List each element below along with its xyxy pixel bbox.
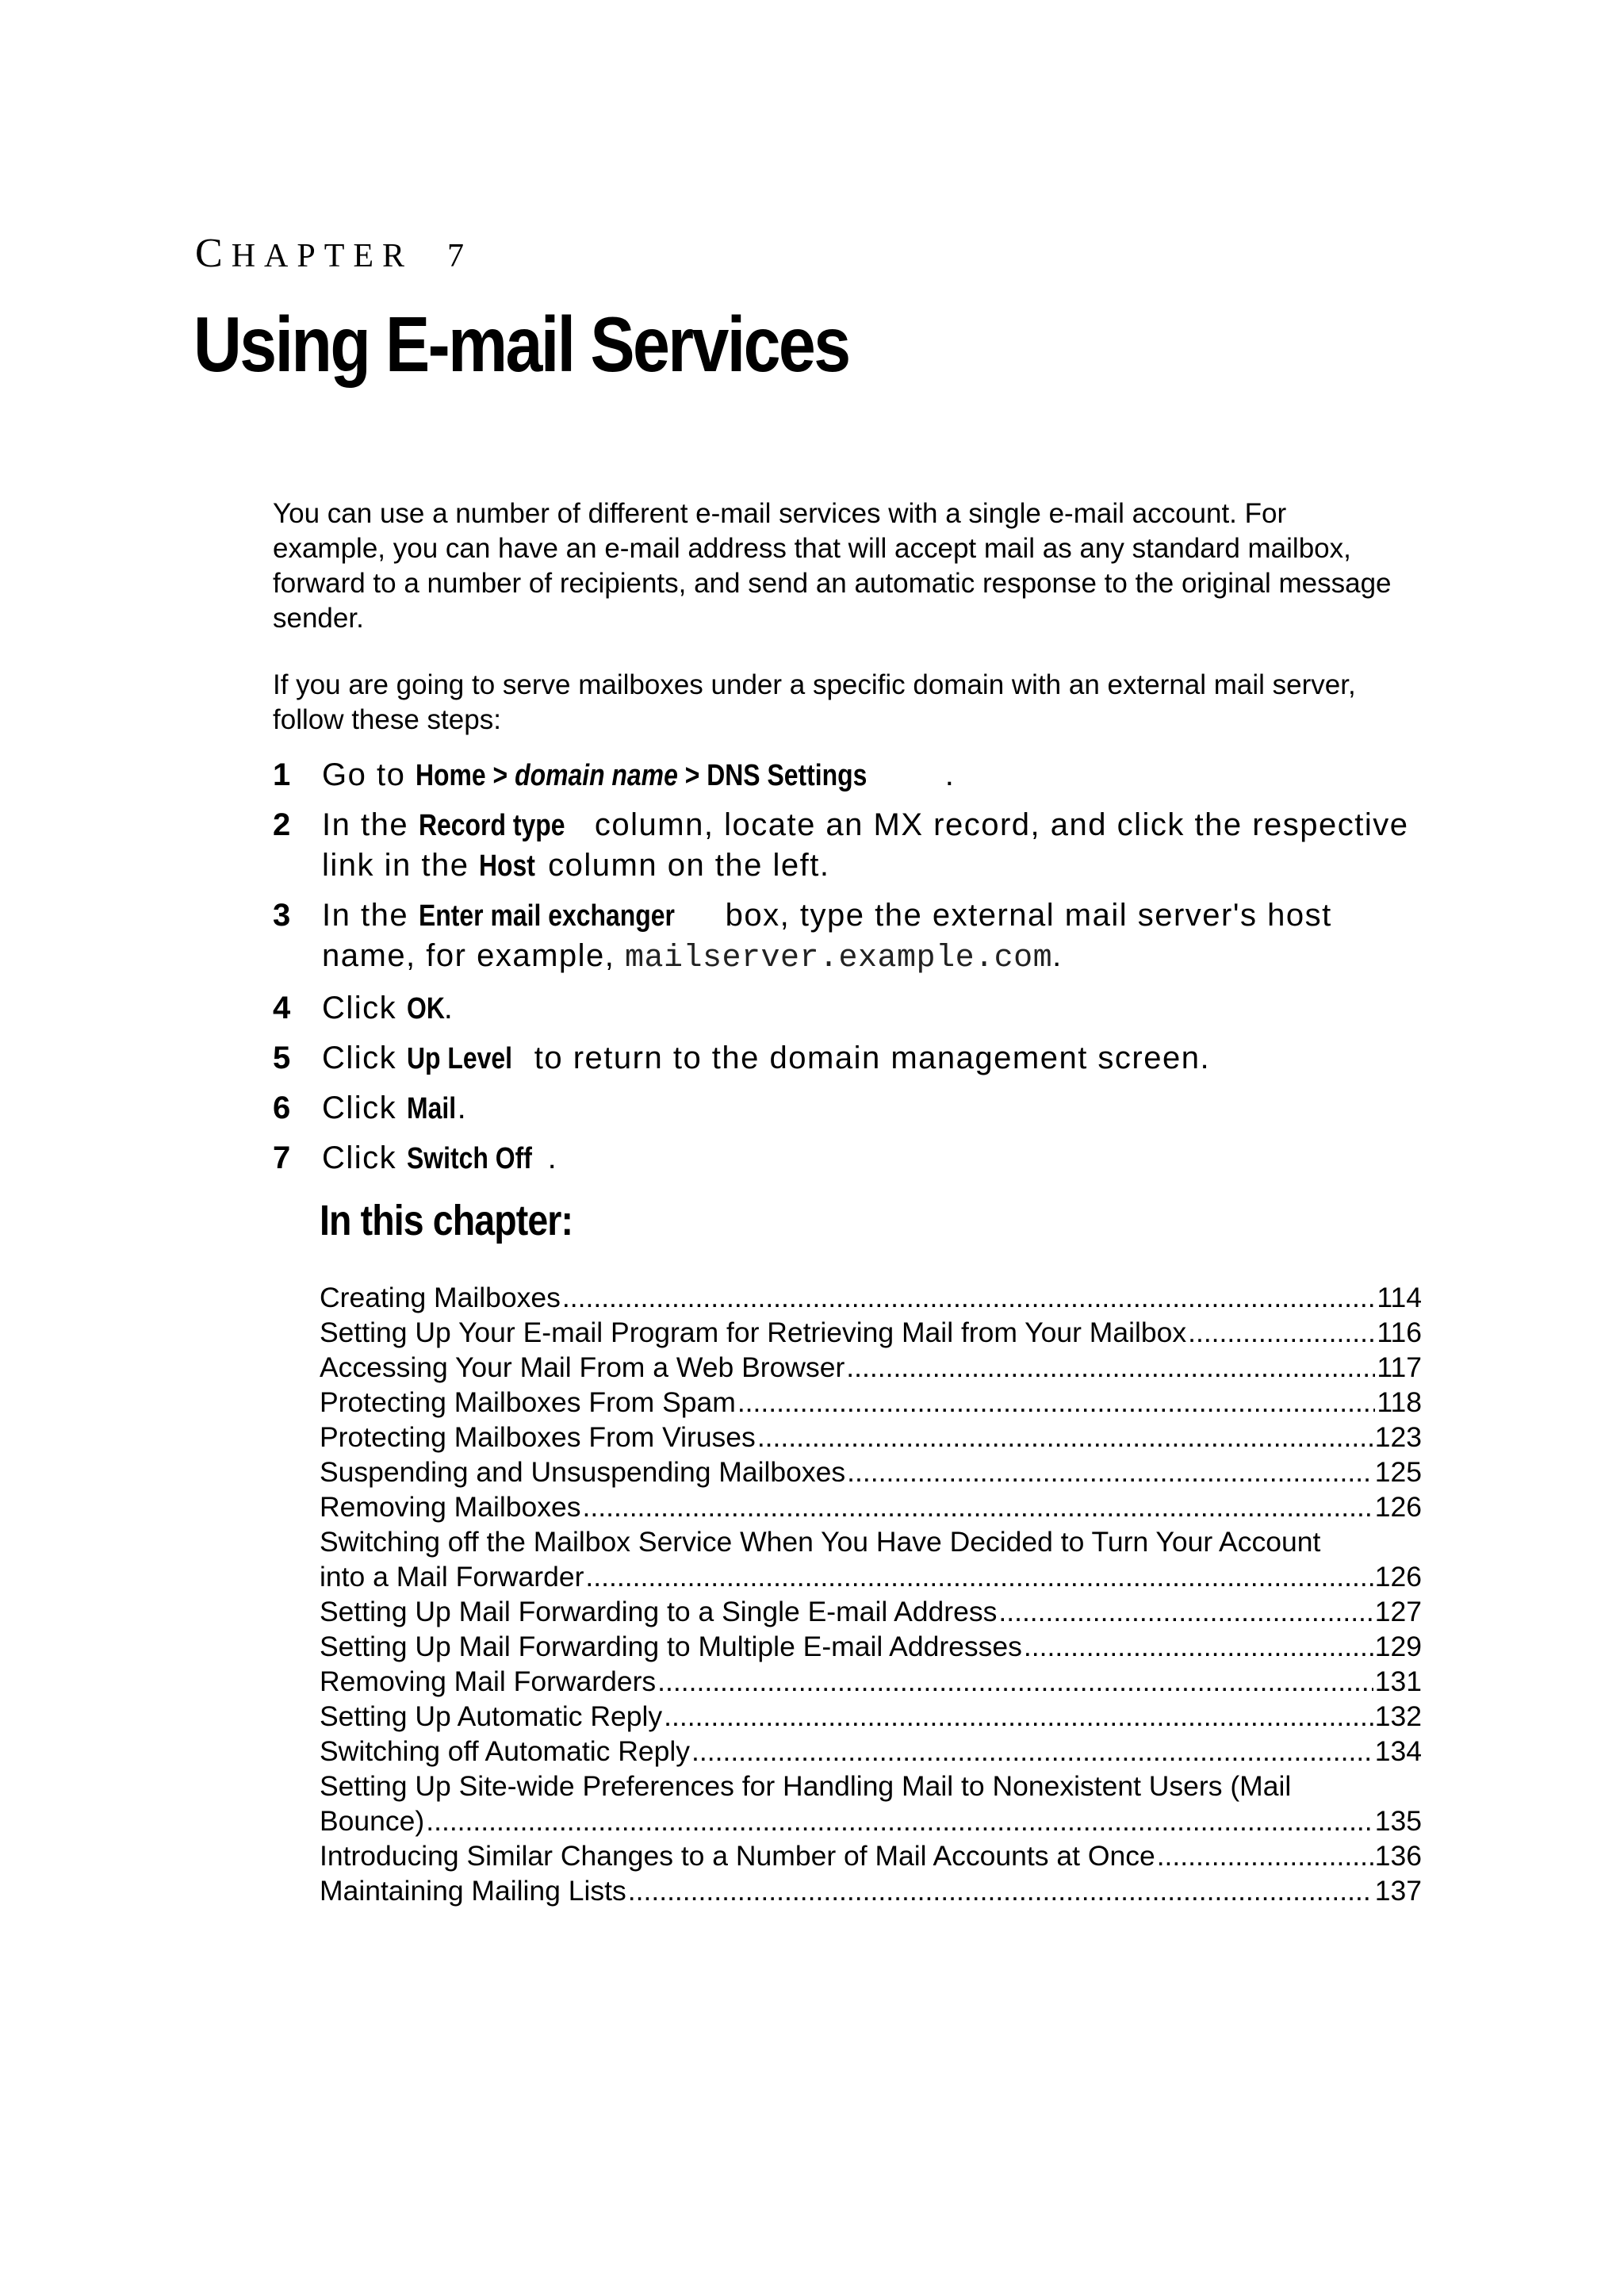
step-number: 5 xyxy=(273,1041,291,1075)
ui-label: Switch Off xyxy=(406,1142,532,1175)
toc-page-number: 135 xyxy=(1374,1805,1422,1837)
step-item xyxy=(273,805,1415,886)
toc-dot-leader xyxy=(628,1873,1373,1908)
toc-entry-title: Setting Up Mail Forwarding to Multiple E-mail Addresses xyxy=(320,1631,1022,1662)
example-hostname: mailserver.example.com xyxy=(625,941,1053,976)
toc-page-number: 126 xyxy=(1374,1561,1422,1593)
toc-dot-leader xyxy=(664,1699,1373,1734)
step-text: column on the left. xyxy=(538,848,830,883)
toc-entry[interactable] xyxy=(320,1420,1422,1455)
step-number: 3 xyxy=(273,898,291,933)
toc-entry-title: Protecting Mailboxes From Viruses xyxy=(320,1421,756,1453)
intro-paragraph: If you are going to serve mailboxes under a specific domain with an external mail server, follow these steps: xyxy=(273,669,1356,735)
step-item xyxy=(273,1088,1415,1129)
ui-label: Mail xyxy=(406,1092,456,1125)
toc-entry-row xyxy=(320,1420,1422,1455)
toc-entry[interactable] xyxy=(320,1734,1422,1769)
chapter-label xyxy=(195,230,473,277)
chapter-number: 7 xyxy=(447,238,473,274)
intro-paragraph: You can use a number of different e-mail services with a single e-mail account. For example, you can have an e-mail address that will accept mail as any standard mailbox, forward to a number of recipients, and send an automatic response to the original message sender. xyxy=(273,498,1392,634)
toc-dot-leader xyxy=(426,1803,1373,1838)
toc-entry[interactable] xyxy=(320,1769,1422,1838)
step-number: 4 xyxy=(273,991,291,1025)
ui-label: Enter mail exchanger xyxy=(418,899,675,933)
toc-entry[interactable] xyxy=(320,1524,1422,1594)
step-text: . xyxy=(944,757,956,792)
toc-page-number: 129 xyxy=(1374,1631,1422,1662)
toc-page-number: 118 xyxy=(1377,1386,1422,1418)
toc-page-number: 137 xyxy=(1374,1875,1422,1907)
toc-entry[interactable] xyxy=(320,1873,1422,1908)
ui-label: Up Level xyxy=(406,1042,512,1075)
toc-heading: In this chapter: xyxy=(320,1197,573,1244)
toc-page-number: 132 xyxy=(1374,1700,1422,1732)
toc-dot-leader xyxy=(585,1559,1373,1594)
step-item xyxy=(273,988,1415,1029)
toc-page-number: 123 xyxy=(1374,1421,1422,1453)
toc-page-number: 125 xyxy=(1374,1456,1422,1488)
step-text: . xyxy=(457,1091,468,1125)
toc-page-number: 114 xyxy=(1377,1282,1422,1313)
toc-dot-leader xyxy=(1157,1838,1373,1873)
toc-entry[interactable] xyxy=(320,1455,1422,1489)
step-text: In the xyxy=(322,807,419,842)
toc-dot-leader xyxy=(583,1489,1373,1524)
chapter-title: Using E-mail Services xyxy=(193,301,849,388)
toc-entry[interactable] xyxy=(320,1594,1422,1629)
toc-entry-row xyxy=(320,1385,1422,1420)
step-text: Click xyxy=(322,1140,407,1175)
toc-entry[interactable] xyxy=(320,1350,1422,1385)
toc-page-number: 136 xyxy=(1374,1840,1422,1872)
toc-entry[interactable] xyxy=(320,1489,1422,1524)
toc-entry-row xyxy=(320,1664,1422,1699)
toc-dot-leader xyxy=(1024,1629,1373,1664)
toc-entry-row xyxy=(320,1629,1422,1664)
step-item xyxy=(273,895,1415,979)
step-text: Click xyxy=(322,1041,407,1075)
toc-entry-row xyxy=(320,1594,1422,1629)
toc-entry[interactable] xyxy=(320,1664,1422,1699)
step-item xyxy=(273,1038,1415,1079)
toc-entry-row xyxy=(320,1315,1422,1350)
step-text: Go to xyxy=(322,757,416,792)
step-number: 1 xyxy=(273,757,291,792)
toc-entry[interactable] xyxy=(320,1699,1422,1734)
toc-dot-leader xyxy=(691,1734,1373,1769)
toc-dot-leader xyxy=(847,1455,1373,1489)
toc-entry-title: Switching off Automatic Reply xyxy=(320,1735,690,1767)
toc-entry[interactable] xyxy=(320,1629,1422,1664)
toc-dot-leader xyxy=(757,1420,1373,1455)
toc-entry-title: Maintaining Mailing Lists xyxy=(320,1875,626,1907)
toc-entry-row xyxy=(320,1838,1422,1873)
toc-entry-title-line: Switching off the Mailbox Service When You Have Decided to Turn Your Account xyxy=(320,1526,1321,1558)
toc-entry-title: Removing Mail Forwarders xyxy=(320,1665,657,1697)
toc-page-number: 127 xyxy=(1374,1596,1422,1627)
toc-page-number: 126 xyxy=(1374,1491,1422,1523)
toc-dot-leader xyxy=(846,1350,1375,1385)
toc-entry-title: Setting Up Automatic Reply xyxy=(320,1700,663,1732)
ui-label-part: Home > xyxy=(415,759,515,792)
toc-page-number: 116 xyxy=(1377,1317,1422,1348)
toc-entry-title: Setting Up Your E-mail Program for Retrieving Mail from Your Mailbox xyxy=(320,1317,1187,1348)
step-text: Click xyxy=(322,991,407,1025)
toc-entry-title-line: Setting Up Site-wide Preferences for Handling Mail to Nonexistent Users (Mail xyxy=(320,1770,1292,1802)
step-item xyxy=(273,755,1415,795)
toc-entry[interactable] xyxy=(320,1838,1422,1873)
chapter-label-initial: C xyxy=(195,231,232,276)
toc-entry-row xyxy=(320,1803,1422,1838)
toc-dot-leader xyxy=(737,1385,1376,1420)
step-text: In the xyxy=(322,898,419,933)
toc-entry-title: Setting Up Mail Forwarding to a Single E-mail Address xyxy=(320,1596,998,1627)
ui-label xyxy=(416,756,867,795)
step-item xyxy=(273,1138,1415,1179)
ui-label: Record type xyxy=(418,809,565,842)
step-text: to return to the domain management screen. xyxy=(524,1041,1211,1075)
step-text: . xyxy=(1052,938,1063,973)
toc-entry-row xyxy=(320,1455,1422,1489)
toc-page-number: 117 xyxy=(1377,1351,1422,1383)
toc-entry-title: Removing Mailboxes xyxy=(320,1491,581,1523)
step-number: 6 xyxy=(273,1091,291,1125)
table-of-contents xyxy=(320,1280,1422,1908)
toc-entry-row xyxy=(320,1280,1422,1315)
toc-page-number: 131 xyxy=(1374,1665,1422,1697)
toc-dot-leader xyxy=(562,1280,1376,1315)
step-number: 2 xyxy=(273,807,291,842)
step-text: box, type the external mail server's host name, for example, xyxy=(322,898,1332,973)
toc-entry-row xyxy=(320,1873,1422,1908)
toc-entry-row xyxy=(320,1699,1422,1734)
toc-dot-leader xyxy=(657,1664,1373,1699)
chapter-label-word: HAPTER xyxy=(231,238,414,274)
toc-entry-row xyxy=(320,1734,1422,1769)
toc-entry[interactable] xyxy=(320,1385,1422,1420)
toc-dot-leader xyxy=(998,1594,1373,1629)
step-text: Click xyxy=(322,1091,407,1125)
toc-dot-leader xyxy=(1188,1315,1375,1350)
toc-entry-title: Suspending and Unsuspending Mailboxes xyxy=(320,1456,846,1488)
ui-label-part: > DNS Settings xyxy=(677,759,868,792)
toc-entry[interactable] xyxy=(320,1280,1422,1315)
toc-entry-title: into a Mail Forwarder xyxy=(320,1561,584,1593)
toc-entry-title: Creating Mailboxes xyxy=(320,1282,561,1313)
step-number: 7 xyxy=(273,1140,291,1175)
toc-page-number: 134 xyxy=(1374,1735,1422,1767)
toc-entry-title: Bounce) xyxy=(320,1805,425,1837)
toc-entry[interactable] xyxy=(320,1315,1422,1350)
ui-label: OK xyxy=(406,992,445,1025)
ui-label: Host xyxy=(479,849,536,883)
toc-entry-row xyxy=(320,1489,1422,1524)
steps-list xyxy=(273,755,1415,1188)
toc-entry-row xyxy=(320,1559,1422,1594)
toc-entry-title: Introducing Similar Changes to a Number of Mail Accounts at Once xyxy=(320,1840,1155,1872)
toc-entry-title: Accessing Your Mail From a Web Browser xyxy=(320,1351,845,1383)
step-text: . xyxy=(547,1140,558,1175)
step-text: . xyxy=(443,991,454,1025)
step-text: column, locate an MX record, and click the respective link in the xyxy=(322,807,1409,883)
toc-entry-title: Protecting Mailboxes From Spam xyxy=(320,1386,736,1418)
ui-label-part: domain name xyxy=(515,759,678,792)
toc-entry-row xyxy=(320,1350,1422,1385)
